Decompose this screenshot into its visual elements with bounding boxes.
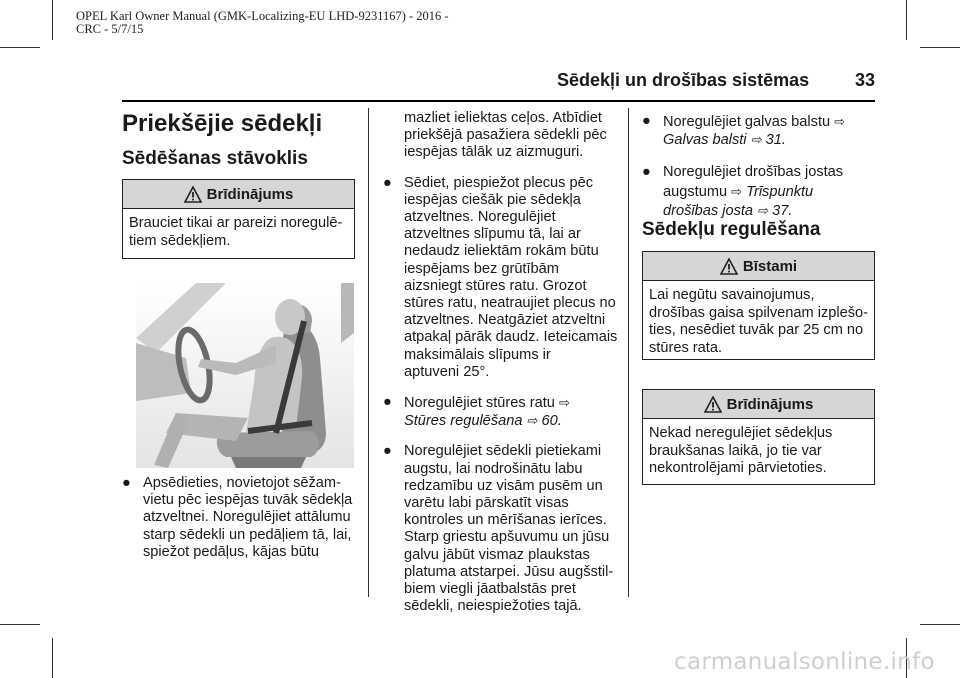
page-reference-icon: ⇨: [558, 395, 570, 411]
bullet-item: ● Noregulējiet stūres ratu ⇨ Stūres regulēšana ⇨ 60.: [383, 394, 570, 430]
bullet-line: iespējas ciešāk pie sēdekļa: [404, 191, 581, 208]
bullet-line: Starp griestu apšuvumu un jūsu: [404, 529, 610, 546]
warning-box: [642, 389, 875, 485]
bullet-line: nedaudz ieliektām rokām būtu: [404, 243, 599, 260]
page-heading: Priekšējie sēdekļi: [122, 110, 323, 137]
danger-line: stūres rata.: [649, 339, 722, 356]
warning-line: Nekad neregulējiet sēdekļus: [649, 425, 833, 441]
bullet-line: Noregulējiet sēdekli pietiekami: [404, 443, 602, 460]
reference-title[interactable]: Galvas balsti: [663, 132, 747, 149]
bullet-marker: ●: [383, 443, 392, 460]
page-reference-icon: ⇨: [757, 203, 769, 219]
warning-icon: [184, 186, 202, 203]
header-rule: [122, 100, 875, 102]
bullet-marker: ●: [642, 164, 651, 181]
section-heading: Sēdekļu regulēšana: [642, 219, 821, 240]
crop-mark: [52, 638, 53, 678]
bullet-line: Noregulējiet stūres ratu: [404, 395, 555, 412]
bullet-item: [122, 475, 362, 561]
crop-mark: [906, 0, 907, 40]
bullet-item: [383, 443, 623, 615]
danger-title: Bīstami: [742, 257, 798, 275]
bullet-marker: ●: [122, 475, 131, 491]
bullet-line: biem viegli jāatbalstās pret: [404, 581, 576, 598]
warning-title: Brīdinājums: [206, 185, 294, 203]
seated-driver-illustration: [136, 283, 354, 468]
column-3: [642, 113, 877, 220]
bullet-line: atzveltnes. Neatgāziet atzveltni: [404, 312, 606, 329]
warning-line: nekontrolējami pārvietoties.: [649, 460, 827, 476]
page-number: 33: [855, 70, 876, 90]
bullet-line: maksimālais slīpums ir: [404, 346, 551, 363]
crop-mark: [0, 47, 40, 48]
bullet-line: vietu pēc iespējas tuvāk sēdekļa: [143, 492, 353, 509]
manual-info: [76, 10, 449, 36]
bullet-line: kontroles un mērīšanas ierīces.: [404, 512, 607, 529]
danger-header: [643, 252, 874, 281]
bullet-line: priekšējā pasažiera sēdekli pēc: [404, 127, 607, 144]
bullet-marker: ●: [642, 113, 651, 129]
warning-line: braukšanas laikā, jo tie var: [649, 442, 822, 459]
reference-page[interactable]: 37: [772, 203, 789, 220]
danger-line: ties, nesēdiet tuvāk par 25 cm no: [649, 322, 864, 338]
bullet-line: mazliet ieliektas ceļos. Atbīdiet: [404, 110, 602, 126]
warning-line: Brauciet tikai ar pareizi noregulē-: [129, 215, 343, 231]
bullet-line: augstumu: [663, 184, 728, 201]
crop-mark: [920, 624, 960, 625]
watermark: carmanualsonline.info: [674, 649, 935, 675]
bullet-line: starp sēdekli un pedāļiem tā, lai,: [143, 526, 352, 543]
column-divider: [368, 108, 369, 597]
bullet-line: atzveltnes slīpumu tā, lai ar: [404, 226, 581, 243]
bullet-line: stūres ratu, neatraujiet plecus no: [404, 295, 616, 312]
bullet-line: aizsniegt stūres ratu. Grozot: [404, 277, 587, 294]
warning-header: [643, 390, 874, 419]
bullet-line: Noregulējiet drošības jostas: [663, 164, 844, 181]
reference-page[interactable]: 60: [541, 413, 558, 430]
warning-header: [123, 180, 354, 209]
warning-title: Brīdinājums: [726, 395, 814, 413]
reference-page[interactable]: 31: [765, 132, 782, 149]
page-reference-icon: ⇨: [731, 184, 743, 200]
crop-mark: [52, 0, 53, 40]
manual-info-line2: CRC - 5/7/15: [76, 22, 144, 36]
manual-info-line1: OPEL Karl Owner Manual (GMK-Localizing-EU LHD-9231167) - 2016 -: [76, 9, 449, 23]
crop-mark: [920, 47, 960, 48]
danger-line: drošības gaisa spilvenam izplešo-: [649, 304, 869, 321]
bullet-marker: ●: [383, 394, 392, 411]
bullet-line: iespējams bez grūtībām: [404, 260, 559, 277]
danger-box: [642, 251, 875, 360]
column-2: [383, 110, 623, 615]
bullet-marker: ●: [383, 174, 392, 191]
reference-title[interactable]: drošības josta: [663, 203, 754, 220]
bullet-item: ● Noregulējiet drošības jostas augstumu ⇨ Trīspunktu drošības josta ⇨ 37.: [642, 162, 877, 220]
bullet-line: augstu, lai nodrošinātu labu: [404, 460, 583, 477]
crop-mark: [0, 624, 40, 625]
bullet-line: atzveltnei. Noregulējiet attālumu: [143, 509, 351, 526]
warning-icon: [720, 258, 738, 275]
section-heading: Sēdēšanas stāvoklis: [122, 148, 308, 169]
bullet-line: atzveltnes. Noregulējiet: [404, 209, 556, 226]
bullet-line: galvu jābūt vismaz plaukstas: [404, 546, 590, 563]
page-reference-icon: ⇨: [750, 132, 762, 148]
bullet-line: platuma atstarpei. Jūsu augšstil-: [404, 563, 614, 580]
page-reference-icon: ⇨: [834, 114, 846, 129]
bullet-line: spiežot pedāļus, kājas būtu: [143, 543, 320, 560]
warning-box: [122, 179, 355, 259]
warning-icon: [704, 396, 722, 413]
reference-title[interactable]: Trīspunktu: [746, 184, 814, 201]
bullet-line: varētu labi pārskatīt visas: [404, 495, 569, 512]
bullet-line: Sēdiet, piespiežot plecus pēc: [404, 174, 594, 191]
column-divider: [628, 108, 629, 597]
bullet-line: aptuveni 25°.: [404, 363, 490, 380]
warning-text: [123, 209, 354, 250]
danger-text: [643, 281, 874, 357]
bullet-line: Apsēdieties, novietojot sēžam-: [143, 475, 341, 491]
page-reference-icon: ⇨: [526, 413, 538, 429]
danger-line: Lai negūtu savainojumus,: [649, 287, 815, 303]
bullet-line: Noregulējiet galvas balstu: [663, 114, 831, 130]
bullet-line: iespējas tālāk uz aizmuguri.: [404, 144, 584, 161]
warning-text: [643, 419, 874, 478]
warning-line: tiem sēdekļiem.: [129, 232, 231, 249]
reference-title[interactable]: Stūres regulēšana: [404, 413, 523, 430]
bullet-line: atpakaļ pārāk daudz. Ieteicamais: [404, 329, 618, 346]
bullet-item: ● Noregulējiet galvas balstu ⇨ Galvas balsti ⇨ 31.: [642, 113, 846, 149]
bullet-line: sēdekli, neiespiežoties tajā.: [404, 598, 582, 615]
bullet-item: [383, 175, 623, 381]
section-title: Sēdekļi un drošības sistēmas: [557, 70, 810, 90]
bullet-line: redzamību uz visām pusēm un: [404, 477, 603, 494]
